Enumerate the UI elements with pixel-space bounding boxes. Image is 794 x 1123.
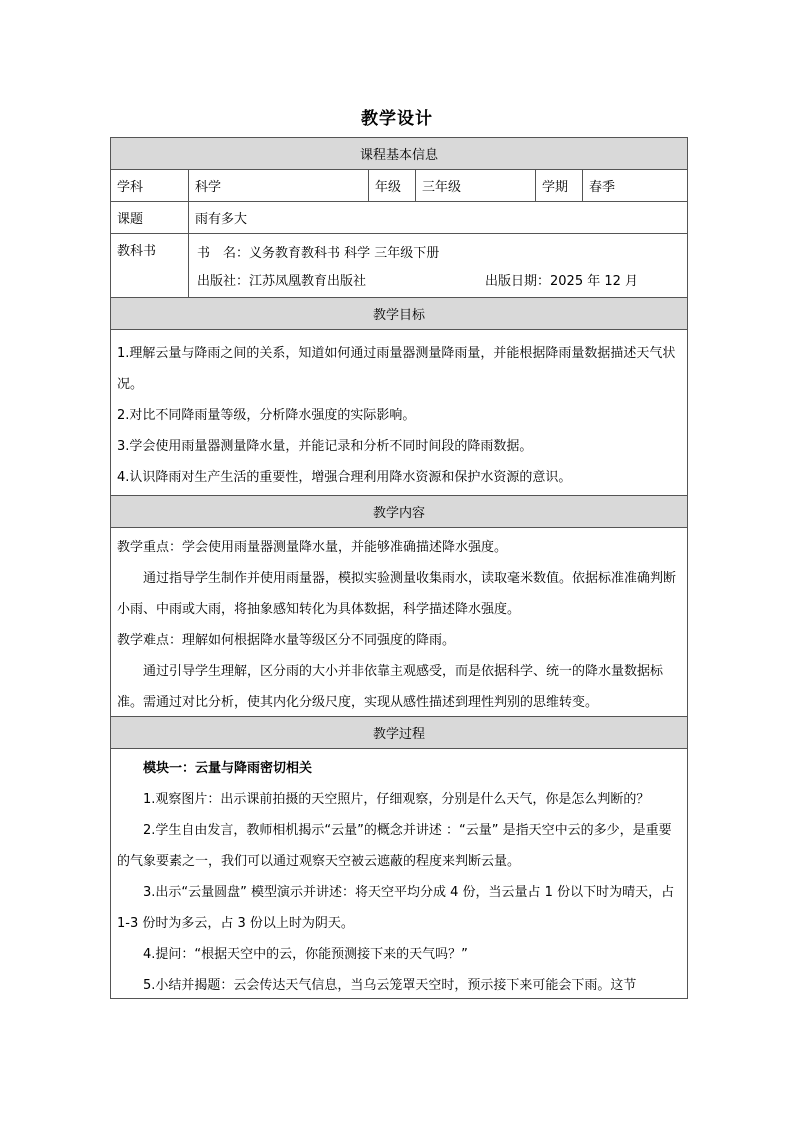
goals-body bbox=[111, 330, 687, 496]
section-header-process bbox=[111, 717, 687, 749]
process-body bbox=[111, 749, 687, 999]
book-publish-line bbox=[197, 266, 679, 294]
process-step: 3.出示“云量圆盘” 模型演示并讲述：将天空平均分成 4 份，当云量占 1 份以下时为晴天，占 1-3 份时为多云，占 3 份以上时为阴天。 bbox=[117, 885, 675, 931]
section-header-label: 课程基本信息 bbox=[359, 148, 438, 163]
document-title: 教学设计 bbox=[361, 109, 433, 129]
subject-label: 学科 bbox=[111, 170, 189, 201]
goal-item: 1.理解云量与降雨之间的关系，知道如何通过雨量器测量降雨量，并能根据降雨量数据描述天气状况。 bbox=[117, 346, 676, 392]
process-step: 5.小结并揭题：云会传达天气信息，当乌云笼罩天空时，预示接下来可能会下雨。这节 bbox=[143, 978, 637, 993]
term-value: 春季 bbox=[589, 180, 616, 195]
goal-item: 2.对比不同降雨量等级，分析降水强度的实际影响。 bbox=[117, 408, 416, 423]
section-header-content bbox=[111, 496, 687, 528]
section-header-basic-info bbox=[111, 138, 687, 170]
key-point: 教学重点：学会使用雨量器测量降水量，并能够准确描述降水强度。 bbox=[117, 540, 508, 555]
process-text bbox=[111, 749, 687, 999]
info-row-textbook bbox=[111, 234, 687, 298]
section-header-label: 教学内容 bbox=[372, 506, 425, 521]
grade-label: 年级 bbox=[369, 170, 416, 201]
term-label: 学期 bbox=[536, 170, 583, 201]
info-row-topic bbox=[111, 202, 687, 234]
info-row-subject bbox=[111, 170, 687, 202]
topic-label: 课题 bbox=[111, 202, 189, 233]
section-header-label: 教学过程 bbox=[372, 727, 425, 742]
book-publisher: 出版社：江苏凤凰教育出版社 bbox=[197, 274, 367, 289]
topic-value: 雨有多大 bbox=[195, 212, 248, 227]
book-name: 书 名：义务教育教科书 科学 三年级下册 bbox=[197, 246, 440, 261]
goal-item: 4.认识降雨对生产生活的重要性，增强合理利用降水资源和保护水资源的意识。 bbox=[117, 470, 572, 485]
difficulty-detail: 通过引导学生理解，区分雨的大小并非依靠主观感受，而是依据科学、统一的降水量数据标准。需通过对比分析，使其内化分级尺度，实现从感性描述到理性判别的思维转变。 bbox=[117, 664, 664, 710]
grade-value: 三年级 bbox=[416, 170, 536, 201]
content-text bbox=[111, 528, 687, 716]
process-step: 1.观察图片：出示课前拍摄的天空照片，仔细观察，分别是什么天气，你是怎么判断的？ bbox=[143, 792, 650, 807]
section-header-goals bbox=[111, 298, 687, 330]
content-body bbox=[111, 528, 687, 717]
process-step: 2.学生自由发言，教师相机揭示“云量”的概念并讲述 ：“云量” 是指天空中云的多少，是重要的气象要素之一，我们可以通过观察天空被云遮蔽的程度来判断云量。 bbox=[117, 823, 672, 869]
process-step: 4.提问：“根据天空中的云，你能预测接下来的天气吗？” bbox=[143, 947, 468, 962]
goal-item: 3.学会使用雨量器测量降水量，并能记录和分析不同时间段的降雨数据。 bbox=[117, 439, 533, 454]
subject-value: 科学 bbox=[189, 170, 369, 201]
goals-list bbox=[111, 330, 687, 495]
lesson-plan-table bbox=[110, 137, 688, 999]
book-publish-date: 出版日期：2025 年 12 月 bbox=[485, 274, 639, 289]
key-point-detail: 通过指导学生制作并使用雨量器，模拟实验测量收集雨水，读取毫米数值。依据标准准确判断小雨、中雨或大雨，将抽象感知转化为具体数据，科学描述降水强度。 bbox=[117, 571, 677, 617]
section-header-label: 教学目标 bbox=[372, 308, 425, 323]
difficulty: 教学难点：理解如何根据降水量等级区分不同强度的降雨。 bbox=[117, 633, 456, 648]
textbook-details bbox=[189, 234, 687, 297]
module-title: 模块一：云量与降雨密切相关 bbox=[143, 761, 313, 776]
textbook-label: 教科书 bbox=[111, 234, 189, 297]
